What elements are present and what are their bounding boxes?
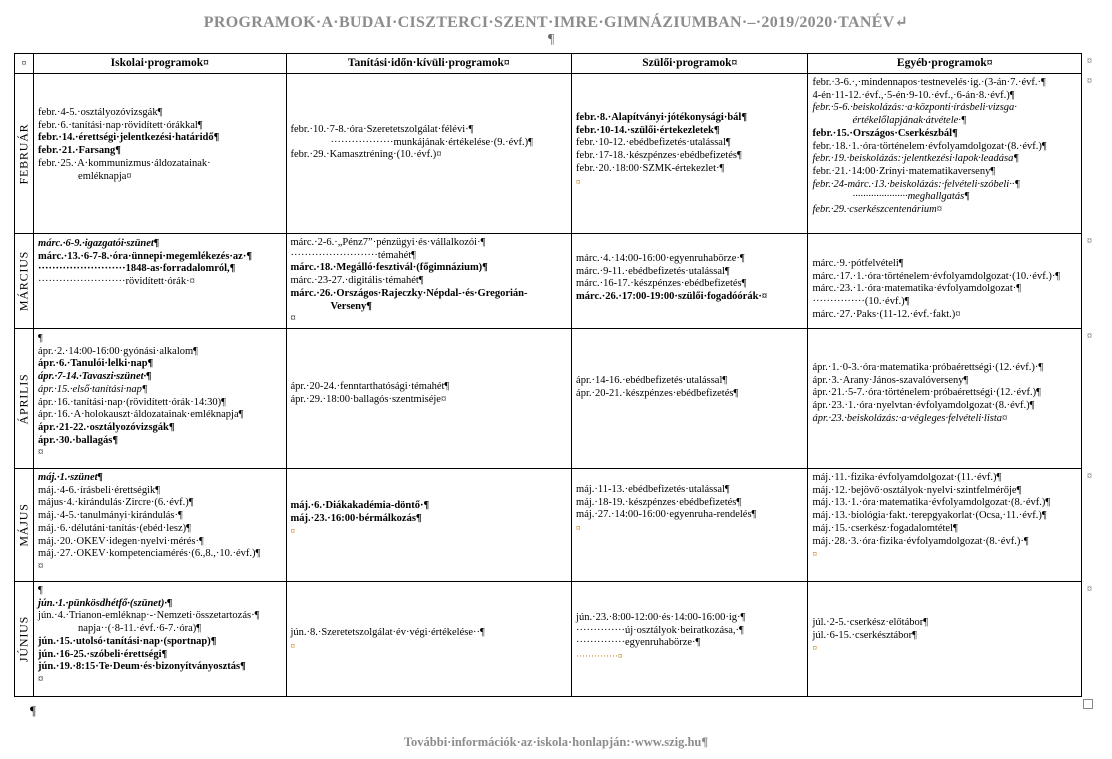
program-line: márc.·9.·pótfelvételi¶ (812, 258, 904, 269)
month-label-cell (15, 329, 34, 469)
table-header-row (15, 54, 1082, 74)
cell-kivuli (286, 329, 572, 469)
program-line: ··············¤ (576, 651, 623, 662)
program-line: május·4.·kirándulás·Zircre·(6.·évf.)¶ (38, 497, 194, 509)
header-szuloi: Szülői·programok¤ (572, 54, 808, 74)
program-line: febr.·10-12.·ebédbefizetés·utalással¶ (576, 137, 731, 149)
program-line: márc.·6-9.·igazgatói·szünet¶ (38, 238, 160, 249)
cell-iskolai (34, 469, 286, 582)
cell-egyeb (808, 582, 1082, 697)
program-line: máj.·11-13.·ebédbefizetés·utalással¶ (576, 484, 730, 495)
program-line: ápr.·21-22.·osztályozóvizsgák¶ (38, 421, 175, 433)
program-line: febr.·29.·Kamasztréning·(10.·évf.)¤ (290, 149, 442, 161)
program-line: febr.·24-márc.·13.·beiskolázás:·felvételi·szóbeli··¶ (812, 178, 1020, 190)
row-end-mark: ¤ (1087, 331, 1092, 342)
program-line: jún.·19.·8:15·Te·Deum·és·bizonyítványosztás¶ (38, 661, 246, 673)
program-line: ·····················meghallgatás¶ (852, 191, 970, 203)
program-line: máj.·15.·cserkész·fogadalomtétel¶ (812, 522, 958, 534)
cell-szuloi (572, 582, 808, 697)
cell-egyeb (808, 74, 1082, 234)
program-line: ápr.·3.·Arany·János-szavalóverseny¶ (812, 374, 969, 386)
program-line: febr.·6.·tanítási·nap·rövidített·órákkal¶ (38, 119, 203, 131)
program-line: emléknapja¤ (78, 170, 132, 182)
program-line: ápr.·29.·18:00·ballagós·szentmiséje¤ (290, 393, 447, 405)
row-end-mark: ¤ (1087, 56, 1092, 67)
program-line: ¤ (38, 673, 44, 685)
month-label-cell (15, 234, 34, 329)
program-line: ápr.·20-21.·készpénzes·ebédbefizetés¶ (576, 387, 739, 399)
program-line: febr.·18.·1.·óra·történelem·évfolyamdolgozat·(8.·évf.)¶ (812, 140, 1047, 152)
program-line: máj.·20.·OKEV·idegen·nyelvi·mérés·¶ (38, 535, 204, 547)
program-line: ¤ (290, 313, 296, 325)
program-line: márc.·9-11.·ebédbefizetés·utalással¶ (576, 265, 730, 277)
program-line: jún.·16-25.·szóbeli·érettségi¶ (38, 648, 168, 660)
paragraph-mark: ¶ (548, 32, 555, 47)
program-line: ápr.·7-14.·Tavaszi·szünet·¶ (38, 371, 152, 383)
header-iskolai: Iskolai·programok¤ (34, 54, 286, 74)
month-label: JÚNIUS (16, 615, 31, 663)
cell-egyeb (808, 234, 1082, 329)
header-egyeb: Egyéb·programok¤ (808, 54, 1082, 74)
program-line: máj.·13.·biológia·fakt.·terepgyakorlat·(Ocsa,·11.·évf.)¶ (812, 510, 1047, 522)
cell-kivuli (286, 469, 572, 582)
program-line: jún.·15.·utolsó·tanítási·nap·(sportnap)¶ (38, 635, 217, 647)
table-row (15, 469, 1082, 582)
table-row (15, 582, 1082, 697)
program-line: ¤ (812, 643, 817, 654)
program-line: febr.·20.·18:00·SZMK-értekezlet·¶ (576, 162, 725, 174)
program-line: ápr.·16.·tanítási·nap·(rövidített·órák·14:30)¶ (38, 396, 226, 408)
row-end-mark: ¤ (1087, 76, 1092, 87)
program-line: máj.·4-5.·tanulmányi·kirándulás·¶ (38, 510, 183, 522)
program-line: febr.·10.·7-8.·óra·Szeretetszolgálat·félévi·¶ (290, 124, 474, 135)
program-line: febr.·4-5.·osztályozóvizsgák¶ (38, 107, 163, 118)
program-line: ¶ (38, 585, 43, 596)
program-line: máj.·12.·bejövő·osztályok·nyelvi·szintfelmérője¶ (812, 484, 1022, 496)
program-line: febr.·3-6.·,·mindennapos·testnevelés·ig.·(3-án·7.·évf.·¶ (812, 77, 1046, 88)
cell-iskolai (34, 329, 286, 469)
program-line: máj.·11.·fizika·évfolyamdolgozat·(11.·évf.)¶ (812, 472, 1002, 483)
program-line: ¤ (290, 526, 295, 537)
program-line: ápr.·2.·14:00-16:00·gyónási·alkalom¶ (38, 345, 198, 357)
program-line: febr.·17-18.·készpénzes·ebédbefizetés¶ (576, 150, 742, 162)
program-line: ápr.·23.·1.·óra·nyelvtan·évfolyamdolgozat·(8.·évf.)¶ (812, 400, 1035, 412)
program-line: máj.·28.·3.·óra·fizika·évfolyamdolgozat·(8.·évf.)·¶ (812, 535, 1029, 547)
program-line: ¤ (576, 176, 581, 187)
month-label: MÁRCIUS (16, 250, 31, 312)
program-line: márc.·23.·1.·óra·matematika·évfolyamdolgozat·¶ (812, 283, 1022, 295)
row-end-mark: ¤ (1087, 236, 1092, 247)
row-end-mark: ¤ (1087, 584, 1092, 595)
program-line: márc.·23-27.·digitális·témahét¶ (290, 275, 424, 287)
program-line: jún.·23.·8:00-12:00·és·14:00-16:00·ig·¶ (576, 612, 746, 623)
program-line: febr.·21.·Farsang¶ (38, 145, 121, 157)
table-row (15, 329, 1082, 469)
program-line: márc.·26.·17:00-19:00·szülői·fogadóórák·¤ (576, 291, 768, 303)
program-line: febr.·15.·Országos·Cserkészbál¶ (812, 127, 958, 139)
program-line: ápr.·30.·ballagás¶ (38, 434, 119, 446)
month-label-cell (15, 469, 34, 582)
month-label: ÁPRILIS (16, 373, 31, 424)
program-line: ¤ (290, 640, 295, 651)
header-corner: ¤ (15, 54, 34, 74)
program-line: febr.·19.·beiskolázás:·jelentkezési·lapok·leadása¶ (812, 153, 1019, 165)
program-line: ápr.·14-16.·ebédbefizetés·utalással¶ (576, 375, 728, 386)
month-label-cell (15, 582, 34, 697)
program-line: máj.·6.·Diákakadémia-döntő·¶ (290, 500, 430, 511)
header-kivuli: Tanítási·időn·kívüli·programok¤ (286, 54, 572, 74)
program-line: febr.·8.·Alapítványi·jótékonysági·bál¶ (576, 112, 748, 123)
cell-szuloi (572, 329, 808, 469)
program-line: jún.·1.·pünkösdhétfő·(szünet)·¶ (38, 597, 173, 609)
table-end-marker (1083, 699, 1093, 709)
table-row (15, 234, 1082, 329)
program-line: márc.·16-17.·készpénzes·ebédbefizetés¶ (576, 278, 747, 290)
program-line: máj.·13.·1.·óra·matematika·évfolyamdolgozat·(8.·évf.)¶ (812, 497, 1051, 509)
month-label: FEBRUÁR (16, 123, 31, 184)
table-row (15, 74, 1082, 234)
program-line: ¶ (38, 333, 43, 344)
program-line: máj.·1.·szünet¶ (38, 472, 103, 483)
program-line: febr.·10-14.·szülői·értekezletek¶ (576, 124, 720, 136)
program-line: jún.·8.·Szeretetszolgálat·év·végi·értékelése··¶ (290, 627, 485, 638)
cell-kivuli (286, 74, 572, 234)
program-line: febr.·5-6.·beiskolázás:·a·központi·írásbeli·vizsga· (812, 102, 1017, 114)
cell-szuloi (572, 234, 808, 329)
program-line: ápr.·20-24.·fenntarthatósági·témahét¶ (290, 381, 450, 392)
program-line: ápr.·21.·5-7.·óra·történelem·próbaérettségi·(12.·évf.)¶ (812, 387, 1041, 399)
month-label: MÁJUS (16, 503, 31, 547)
cell-iskolai (34, 74, 286, 234)
program-line: ··············egyenruhabörze·¶ (576, 637, 701, 649)
program-line: Verseny¶ (330, 300, 372, 312)
program-line: ¤ (38, 560, 44, 572)
program-line: júl.·6-15.·cserkésztábor¶ (812, 629, 917, 641)
program-line: márc.·2-6.·„Pénz7”·pénzügyi·és·vállalkozói·¶ (290, 237, 486, 248)
page-title: PROGRAMOK·A·BUDAI·CISZTERCI·SZENT·IMRE·GIMNÁZIUMBAN·–·2019/2020·TANÉV↵ (203, 14, 909, 31)
program-line: máj.·27.·14:00-16:00·egyenruha-rendelés¶ (576, 509, 757, 521)
program-line: júl.·2-5.·cserkész·előtábor¶ (812, 617, 929, 628)
program-line: márc.·27.·Paks·(11-12.·évf.·fakt.)¤ (812, 308, 961, 320)
program-table (14, 53, 1082, 697)
program-line: ¤ (812, 549, 817, 560)
program-line: ápr.·1.·0-3.·óra·matematika·próbaérettségi·(12.·évf.)·¶ (812, 362, 1044, 373)
program-line: márc.·13.·6-7-8.·óra·ünnepi·megemlékezés·az·¶ (38, 250, 253, 262)
program-line: márc.·17.·1.·óra·történelem·évfolyamdolgozat·(10.·évf.)·¶ (812, 270, 1061, 282)
month-label-cell (15, 74, 34, 234)
program-line: máj.·27.·OKEV·kompetenciamérés·(6.,8.,·10.·évf.)¶ (38, 548, 261, 560)
program-line: ···············(10.·évf.)¶ (812, 296, 910, 308)
program-line: máj.·23.·16:00·bérmálkozás¶ (290, 512, 422, 524)
cell-iskolai (34, 234, 286, 329)
program-line: márc.·26.·Országos·Rajeczky·Népdal-·és·Gregorián- (290, 287, 528, 299)
program-line: jún.·4.·Trianon-emléknap·-·Nemzeti·összetartozás·¶ (38, 610, 260, 622)
program-line: máj.·6.·délutáni·tanítás·(ebéd·lesz)¶ (38, 522, 191, 534)
program-line: ápr.·15.·első·tanítási·nap¶ (38, 383, 148, 395)
program-line: ·························témahét¶ (290, 249, 416, 261)
program-line: ápr.·6.·Tanulói·lelki·nap¶ (38, 358, 154, 370)
cell-iskolai (34, 582, 286, 697)
program-line: napja··(·8-11.·évf.·6-7.·óra)¶ (78, 623, 202, 635)
program-line: ··············új·osztályok·beiratkozása,·¶ (576, 624, 744, 636)
program-line: febr.·21.·14:00·Zrínyi·matematikaverseny¶ (812, 165, 996, 177)
cell-kivuli (286, 234, 572, 329)
program-line: ·························rövidített·órák·¤ (38, 276, 195, 288)
program-line: ·························1848-as·forradalomról,¶ (38, 263, 236, 275)
program-line: ¤ (38, 447, 44, 459)
program-line: ··················munkájának·értékelése·(9.·évf.)¶ (330, 136, 533, 148)
program-line: máj.·18-19.·készpénzes·ebédbefizetés¶ (576, 496, 742, 508)
program-line: febr.·29.·cserkészcentenárium¤ (812, 204, 942, 216)
row-end-mark: ¤ (1087, 471, 1092, 482)
cell-szuloi (572, 469, 808, 582)
program-line: 4-én·11-12.·évf.,·5-én·9-10.·évf.,·6-án·8.·évf.)¶ (812, 89, 1015, 101)
cell-kivuli (286, 582, 572, 697)
program-line: ¤ (576, 523, 581, 534)
program-line: febr.·25.·A·kommunizmus·áldozatainak· (38, 157, 211, 169)
program-line: márc.·4.·14:00-16:00·egyenruhabörze·¶ (576, 253, 745, 264)
program-line: ápr.·23.·beiskolázás:·a·végleges·felvételi·lista¤ (812, 412, 1008, 424)
cell-egyeb (808, 329, 1082, 469)
program-line: értékelőlapjának·átvétele·¶ (852, 115, 967, 127)
cell-egyeb (808, 469, 1082, 582)
program-line: ápr.·16.·A·holokauszt·áldozatainak·emléknapja¶ (38, 409, 244, 421)
program-line: márc.·18.·Megálló·fesztivál·(főgimnázium)¶ (290, 262, 488, 274)
footer-info: További·információk·az·iskola·honlapján:·www.szig.hu¶ (403, 735, 709, 749)
cell-szuloi (572, 74, 808, 234)
program-line: máj.·4-6.·írásbeli·érettségik¶ (38, 484, 160, 496)
paragraph-mark-bottom: ¶ (30, 703, 36, 718)
program-line: febr.·14.·érettségi·jelentkezési·határidő¶ (38, 132, 220, 144)
